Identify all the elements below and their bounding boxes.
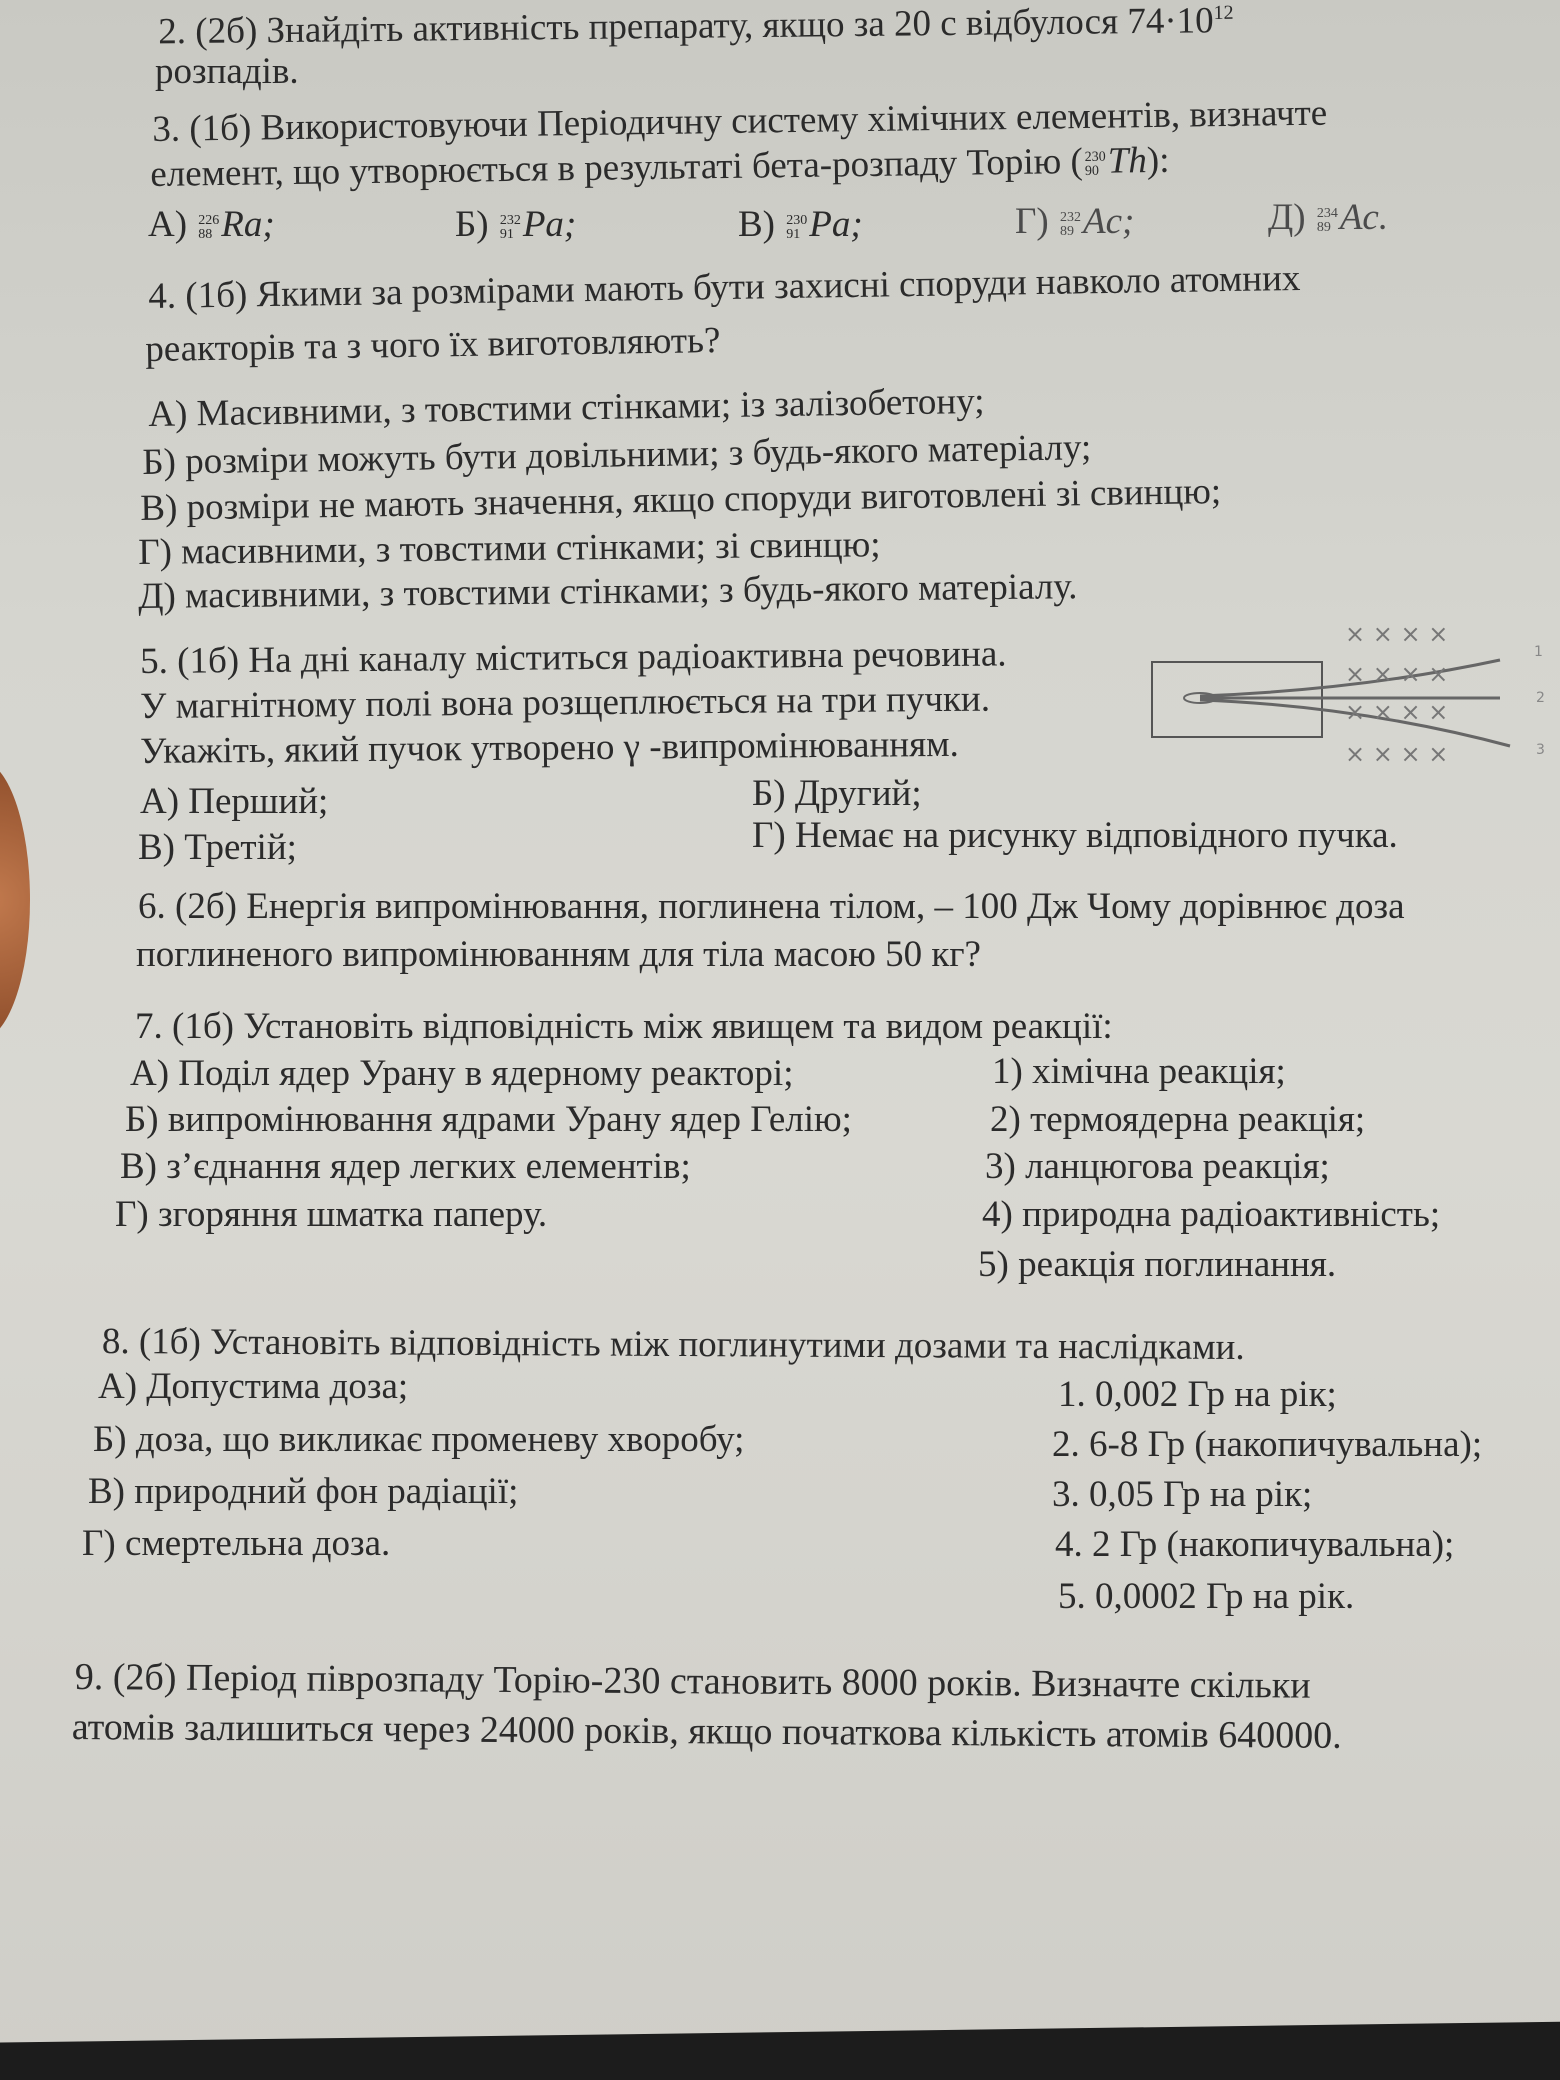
q3-option-a-symbol: Ra; <box>221 204 275 245</box>
q3-option-b <box>455 203 576 247</box>
q8-left-b: Б) доза, що викликає променеву хворобу; <box>93 1419 745 1460</box>
q3-option-d <box>1015 200 1134 244</box>
q4-option-d: Г) масивними, з товстими стінками; зі свинцю; <box>138 524 881 573</box>
q8-left-d: Г) смертельна доза. <box>82 1523 391 1564</box>
q8-left-a: А) Допустима доза; <box>98 1366 409 1407</box>
q7-left-d: Г) згоряння шматка паперу. <box>115 1194 548 1235</box>
q4-option-c: В) розміри не мають значення, якщо споруди виготовлені зі свинцю; <box>140 471 1222 529</box>
q2-exponent: 12 <box>1213 1 1234 24</box>
q5-option-a: А) Перший; <box>140 781 329 822</box>
q3-line2-text: елемент, що утворюється в результаті бета-розпаду Торію ( <box>150 140 1084 195</box>
beam-mark-3: 3 <box>1536 742 1545 758</box>
q3-option-c-label: В) <box>738 204 775 245</box>
q5-line2: У магнітному полі вона розщеплюється на три пучки. <box>140 678 991 727</box>
q3-option-d-symbol: Ac; <box>1082 201 1135 242</box>
beam-mark-2: 2 <box>1536 690 1545 706</box>
q5-line3: Укажіть, який пучок утворено γ -випромінюванням. <box>140 723 959 772</box>
q4-line2: реакторів та з чого їх виготовляють? <box>145 319 721 370</box>
q3-option-a-z: 88 <box>198 226 213 242</box>
q6-line1: 6. (2б) Енергія випромінювання, поглинена тілом, – 100 Дж Чому дорівнює доза <box>138 886 1405 927</box>
q3-option-b-label: Б) <box>455 204 489 245</box>
q3-option-a <box>148 203 275 247</box>
q8-right-4: 4. 2 Гр (накопичувальна); <box>1055 1524 1455 1565</box>
q3-th-mass: 230 <box>1084 149 1106 165</box>
q8-right-5: 5. 0,0002 Гр на рік. <box>1058 1576 1355 1617</box>
q5-option-d: Г) Немає на рисунку відповідного пучка. <box>752 815 1398 856</box>
q4-option-a: А) Масивними, з товстими стінками; із залізобетону; <box>148 380 985 435</box>
q8-right-2: 2. 6-8 Гр (накопичувальна); <box>1052 1424 1483 1465</box>
q5-line1: 5. (1б) На дні каналу міститься радіоактивна речовина. <box>140 633 1007 682</box>
q7-right-3: 3) ланцюгова реакція; <box>985 1146 1330 1187</box>
q7-right-5: 5) реакція поглинання. <box>978 1244 1337 1285</box>
q9-line2: атомів залишиться через 24000 років, якщо початкова кількість атомів 640000. <box>71 1706 1342 1757</box>
q2-line1-text: 2. (2б) Знайдіть активність препарату, якщо за 20 с відбулося 74·10 <box>158 0 1214 53</box>
cross-mark: × × × × <box>1345 740 1449 768</box>
q3-option-c-symbol: Pa; <box>809 204 863 245</box>
q7-left-a: А) Поділ ядер Урану в ядерному реакторі; <box>130 1053 794 1094</box>
q3-option-e-mass: 234 <box>1316 205 1338 221</box>
q6-line2: поглиненого випромінюванням для тіла масою 50 кг? <box>136 934 981 975</box>
cross-mark: × × × × <box>1345 660 1449 688</box>
q8-left-c: В) природний фон радіації; <box>88 1471 519 1512</box>
q3-option-e-symbol: Ac. <box>1339 197 1389 238</box>
q5-option-b: Б) Другий; <box>752 773 922 814</box>
q4-option-b: Б) розміри можуть бути довільними; з будь-якого матеріалу; <box>142 427 1092 483</box>
q7-left-b: Б) випромінювання ядрами Урану ядер Гелію; <box>125 1099 852 1140</box>
q3-option-a-label: А) <box>148 204 188 245</box>
q3-option-b-symbol: Pa; <box>522 204 577 245</box>
magnetic-field-figure <box>1140 620 1550 780</box>
q3-option-c-z: 91 <box>786 226 801 242</box>
q3-option-c <box>738 203 863 247</box>
q3-th-z: 90 <box>1084 163 1100 179</box>
cross-mark: × × × × <box>1345 698 1449 726</box>
q3-option-b-z: 91 <box>499 226 514 242</box>
q3-option-d-z: 89 <box>1059 223 1074 239</box>
q3-option-e <box>1268 196 1388 240</box>
q4-line1: 4. (1б) Якими за розмірами мають бути захисні споруди навколо атомних <box>148 257 1301 317</box>
q3-line1: 3. (1б) Використовуючи Періодичну систему хімічних елементів, визначте <box>152 92 1328 150</box>
q3-option-a-mass: 226 <box>198 212 220 228</box>
q3-line2-end: ): <box>1146 139 1170 182</box>
q4-option-e: Д) масивними, з товстими стінками; з будь-якого матеріалу. <box>138 566 1078 617</box>
q8-title: 8. (1б) Установіть відповідність між поглинутими дозами та наслідками. <box>101 1321 1245 1368</box>
q3-thorium-indices <box>1085 150 1106 178</box>
beam-mark-1: 1 <box>1534 644 1543 660</box>
q3-option-e-z: 89 <box>1316 219 1331 235</box>
q2-line2: розпадів. <box>155 51 299 92</box>
q5-option-c: В) Третій; <box>138 827 297 868</box>
q7-left-c: В) з’єднання ядер легких елементів; <box>120 1146 691 1187</box>
q3-option-b-mass: 232 <box>499 212 521 228</box>
q7-right-2: 2) термоядерна реакція; <box>990 1099 1366 1140</box>
q3-option-d-label: Г) <box>1015 201 1049 242</box>
q8-right-3: 3. 0,05 Гр на рік; <box>1052 1474 1313 1515</box>
q7-title: 7. (1б) Установіть відповідність між явищем та видом реакції: <box>135 1006 1113 1047</box>
cross-mark: × × × × <box>1345 620 1449 648</box>
q3-option-d-mass: 232 <box>1059 209 1081 225</box>
q7-right-1: 1) хімічна реакція; <box>992 1051 1286 1092</box>
q8-right-1: 1. 0,002 Гр на рік; <box>1058 1374 1337 1415</box>
field-crosses <box>1345 620 1448 768</box>
q3-option-e-label: Д) <box>1268 197 1306 238</box>
q9-line1: 9. (2б) Період піврозпаду Торію-230 становить 8000 років. Визначте скільки <box>74 1656 1311 1707</box>
q7-right-4: 4) природна радіоактивність; <box>982 1194 1441 1235</box>
q3-option-c-mass: 230 <box>786 212 808 228</box>
q3-th-symbol: Th <box>1107 140 1148 182</box>
